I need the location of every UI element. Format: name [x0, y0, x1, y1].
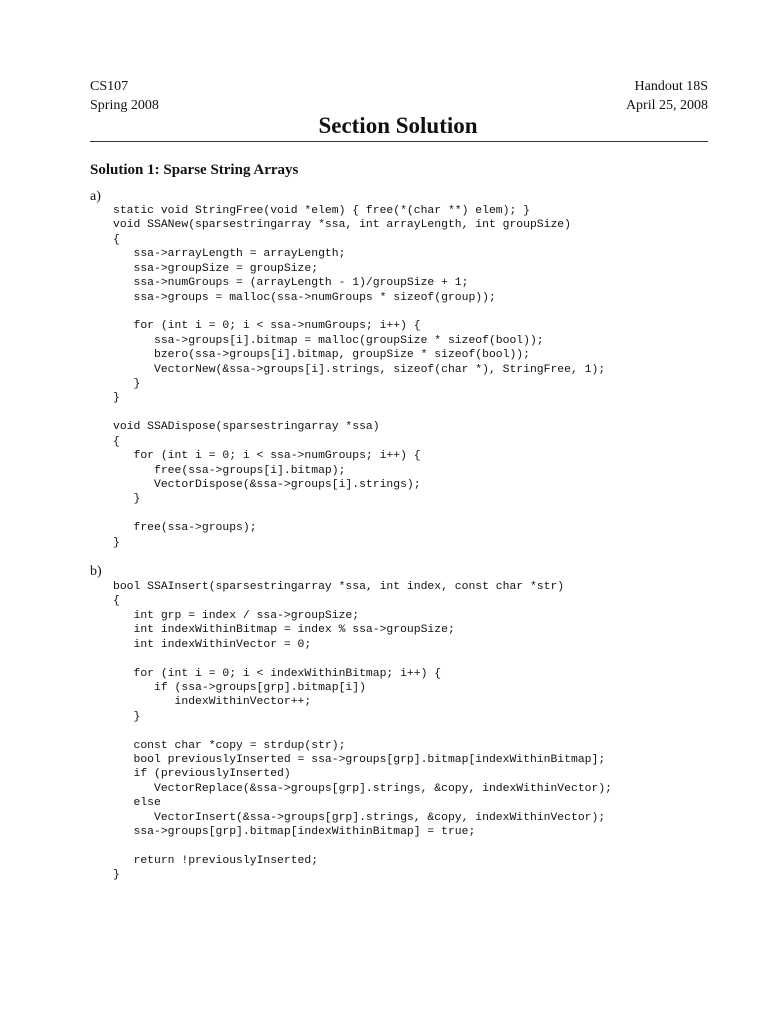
page-title: Section Solution — [318, 113, 478, 138]
code-block-part-a: static void StringFree(void *elem) { free(*(char **) elem); } void SSANew(sparsestringarray *ssa, int arrayLength, int groupSize) { ssa->arrayLength = arrayLength; ssa->groupSize = groupSize; ssa->numGroups = (arrayLength - 1)/groupSize + 1; ssa->groups = malloc(ssa->numGroups * sizeof(group)); for (int i = 0; i < ssa->numGroups; i++) { ssa->groups[i].bitmap = malloc(groupSize * sizeof(bool)); bzero(ssa->groups[i].bitmap, groupSize * sizeof(bool)); VectorNew(&ssa->groups[i].strings, sizeof(char *), StringFree, 1); } } void SSADispose(sparsestringarray *ssa) { for (int i = 0; i < ssa->numGroups; i++) { free(ssa->groups[i].bitmap); VectorDispose(&ssa->groups[i].strings); } free(ssa->groups); } — [113, 205, 606, 549]
part-b-label: b) — [90, 564, 102, 579]
solution-heading: Solution 1: Sparse String Arrays — [90, 162, 299, 178]
course-code: CS107 — [90, 79, 129, 94]
handout-date: April 25, 2008 — [625, 98, 708, 113]
part-a-label: a) — [90, 189, 101, 204]
term: Spring 2008 — [90, 98, 159, 113]
handout-number: Handout 18S — [634, 79, 708, 94]
header-divider — [90, 141, 708, 142]
code-block-part-b: bool SSAInsert(sparsestringarray *ssa, int index, const char *str) { int grp = index / ssa->groupSize; int indexWithinBitmap = index % ssa->groupSize; int indexWithinVector = 0; for (int i = 0; i < indexWithinBitmap; i++) { if (ssa->groups[grp].bitmap[i]) indexWithinVector++; } const char *copy = strdup(str); bool previouslyInserted = ssa->groups[grp].bitmap[indexWithinBitmap]; if (previouslyInserted) VectorReplace(&ssa->groups[grp].strings, &copy, indexWithinVector); else VectorInsert(&ssa->groups[grp].strings, &copy, indexWithinVector); ssa->groups[grp].bitmap[indexWithinBitmap] = true; return !previouslyInserted; } — [113, 581, 612, 882]
